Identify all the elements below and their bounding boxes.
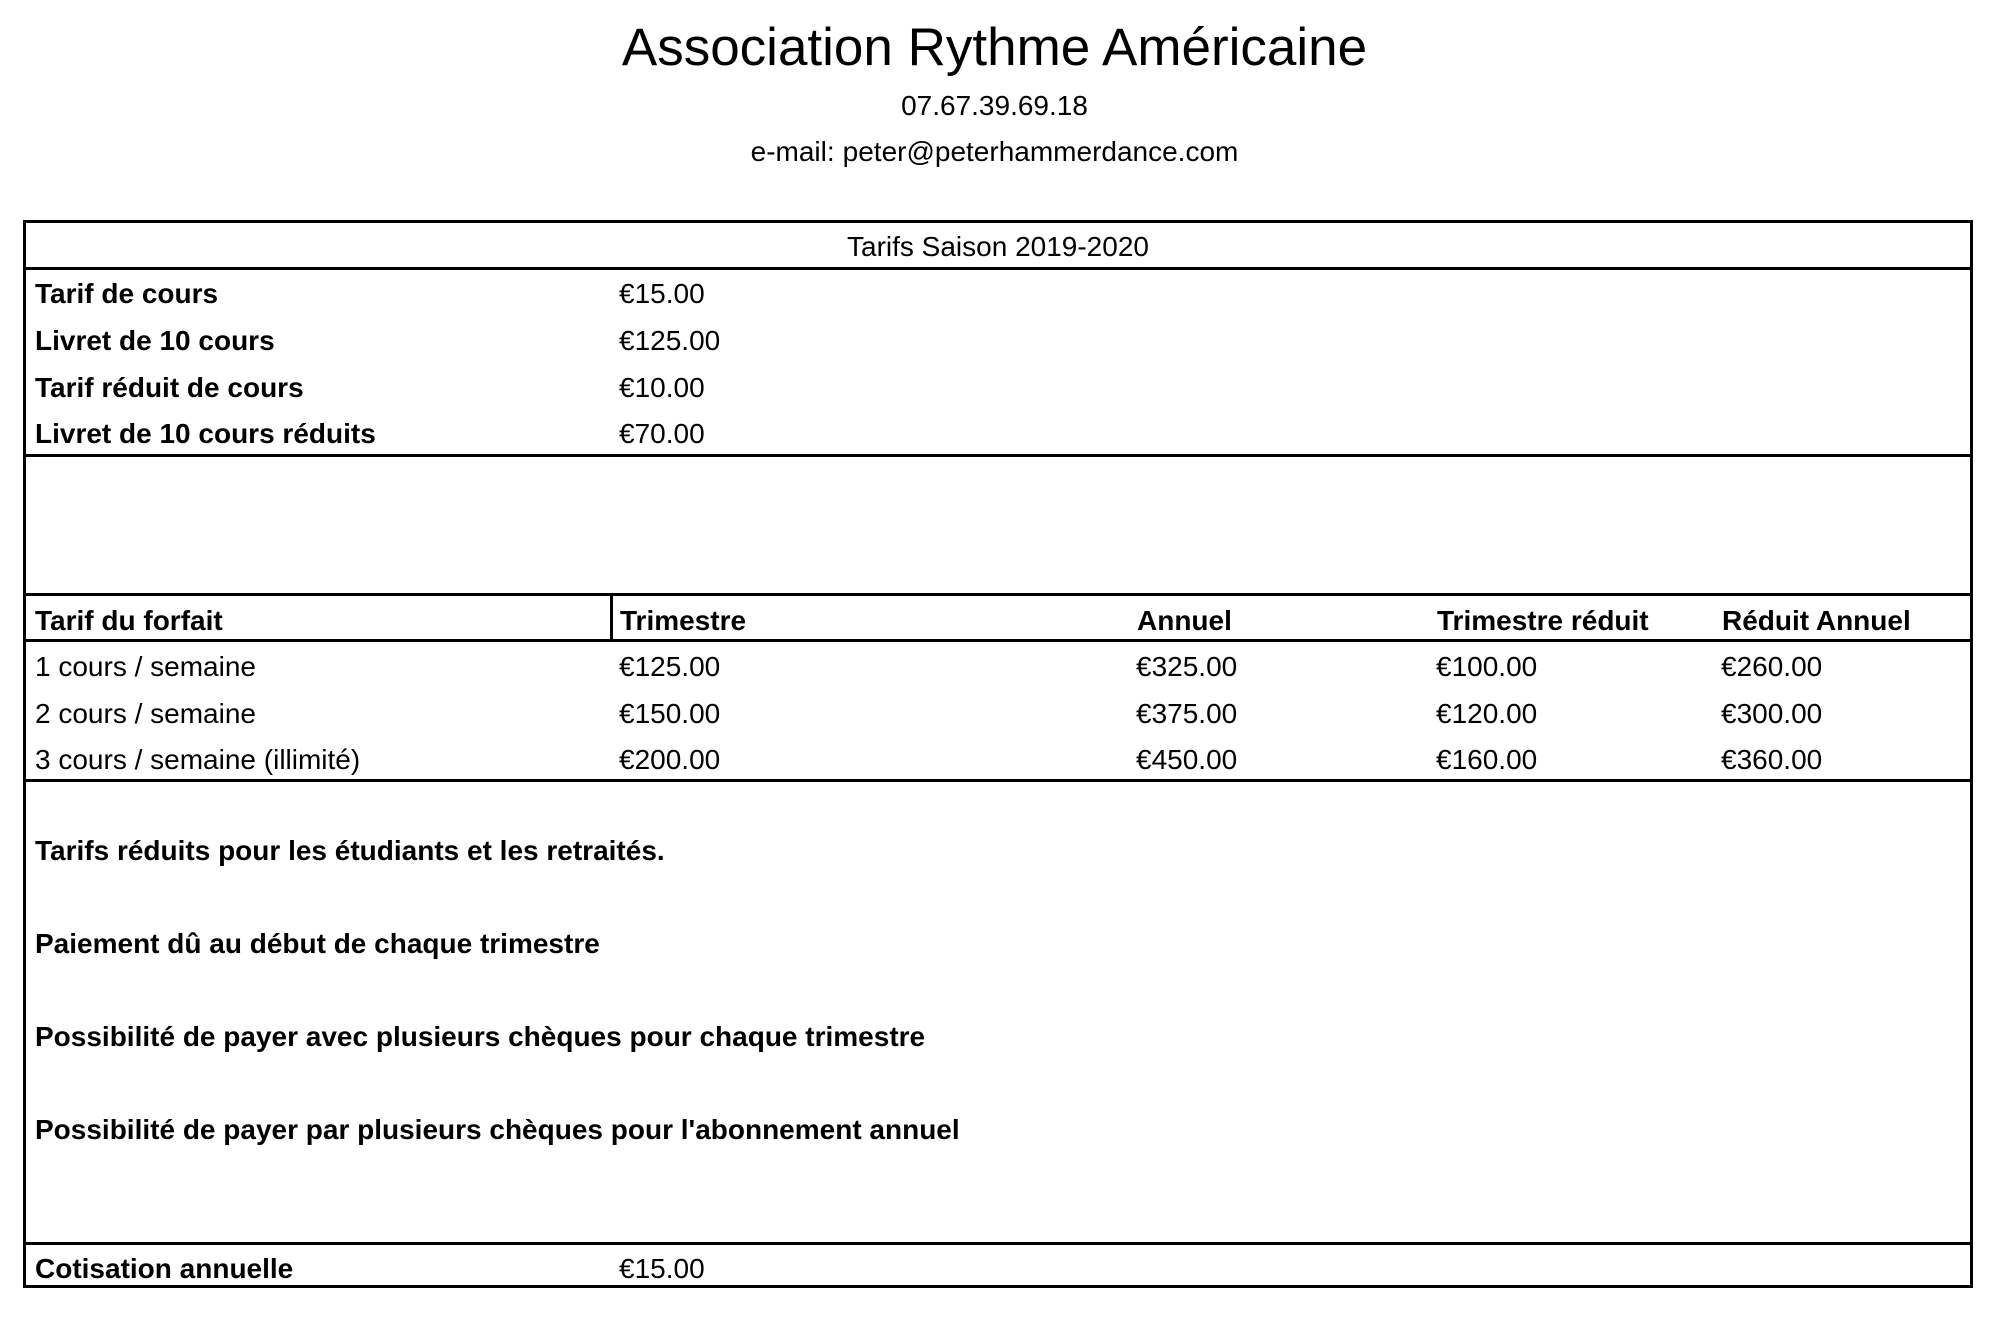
table-cell: €260.00: [1721, 651, 1823, 682]
table-cell: 2 cours / semaine: [35, 698, 256, 729]
table-cell: €450.00: [1136, 744, 1238, 775]
table-cell: €360.00: [1721, 744, 1823, 775]
header-column-divider: [610, 593, 613, 641]
note-reduced-rates: Tarifs réduits pour les étudiants et les retraités.: [35, 835, 665, 866]
rate-label-single-class: Tarif de cours: [35, 278, 219, 309]
table-cell: €150.00: [619, 698, 721, 729]
table-cell: €120.00: [1436, 698, 1538, 729]
email-address: peter@peterhammerdance.com: [842, 136, 1239, 167]
table-cell: €200.00: [619, 744, 721, 775]
rate-price-reduced-class: €10.00: [619, 372, 705, 403]
table-cell: €125.00: [619, 651, 721, 682]
rates-sheet: [23, 220, 1973, 1288]
table-cell: 3 cours / semaine (illimité): [35, 744, 361, 775]
table-header-annual: Annuel: [1137, 605, 1232, 636]
membership-price: €15.00: [619, 1253, 705, 1284]
table-header-reduced-annual: Réduit Annuel: [1722, 605, 1911, 636]
table-cell: €375.00: [1136, 698, 1238, 729]
table-cell: €300.00: [1721, 698, 1823, 729]
divider-line: [26, 454, 1970, 457]
email-line: [0, 134, 1989, 170]
rate-label-10-class-booklet: Livret de 10 cours: [35, 325, 275, 356]
rate-price-10-class-booklet: €125.00: [619, 325, 721, 356]
table-cell: €160.00: [1436, 744, 1538, 775]
divider-line: [26, 593, 1970, 596]
phone-number: 07.67.39.69.18: [901, 90, 1088, 121]
table-header-quarter: Trimestre: [620, 605, 747, 636]
divider-line: [26, 1242, 1970, 1245]
email-label: e-mail:: [750, 136, 835, 167]
note-annual-cheques: Possibilité de payer par plusieurs chèques pour l'abonnement annuel: [35, 1114, 960, 1145]
season-title: Tarifs Saison 2019-2020: [847, 231, 1149, 262]
rate-price-reduced-booklet: €70.00: [619, 418, 705, 449]
membership-label: Cotisation annuelle: [35, 1253, 294, 1284]
table-cell: €100.00: [1436, 651, 1538, 682]
rate-price-single-class: €15.00: [619, 278, 705, 309]
table-cell: €325.00: [1136, 651, 1238, 682]
divider-line: [26, 267, 1970, 270]
table-header-package: Tarif du forfait: [35, 605, 223, 636]
table-cell: 1 cours / semaine: [35, 651, 256, 682]
note-quarter-cheques: Possibilité de payer avec plusieurs chèques pour chaque trimestre: [35, 1021, 926, 1052]
divider-line: [26, 639, 1970, 642]
note-payment-due: Paiement dû au début de chaque trimestre: [35, 928, 600, 959]
rate-label-reduced-booklet: Livret de 10 cours réduits: [35, 418, 376, 449]
divider-line: [26, 779, 1970, 782]
rate-label-reduced-class: Tarif réduit de cours: [35, 372, 304, 403]
organization-name: Association Rythme Américaine: [621, 18, 1368, 77]
table-header-reduced-quarter: Trimestre réduit: [1437, 605, 1649, 636]
